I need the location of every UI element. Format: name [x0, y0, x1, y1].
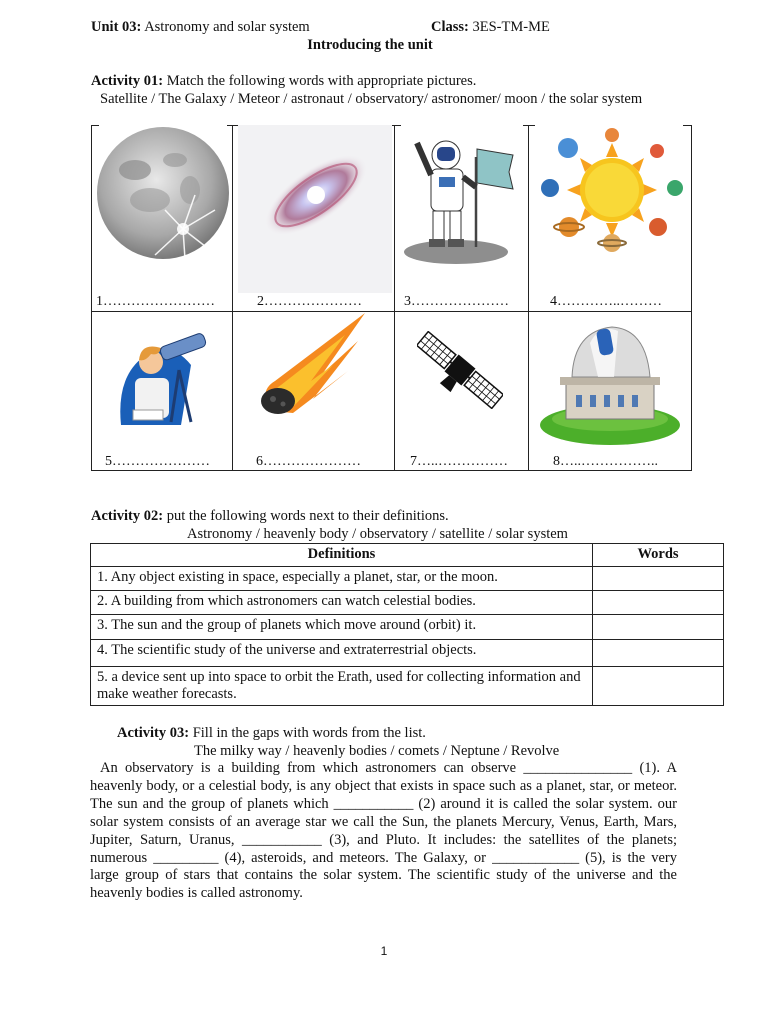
activity1-instruction: Match the following words with appropriate pictures.: [166, 73, 477, 89]
activity3-paragraph: [90, 760, 677, 903]
class-header: [431, 19, 550, 36]
astronomer-image: [111, 330, 216, 430]
table-row: [91, 667, 724, 706]
moon-image: [95, 125, 229, 263]
definition-5: 5. a device sent up into space to orbit the Erath, used for collecting information and make weather forecasts.: [91, 667, 593, 706]
activity2-heading: [91, 508, 449, 525]
galaxy-image: [238, 125, 392, 293]
meteor-image: [253, 311, 373, 421]
satellite-image: [417, 331, 503, 409]
blank-2[interactable]: 2…………………: [257, 294, 362, 309]
page-subtitle: [0, 37, 740, 54]
class-value: 3ES-TM-ME: [472, 19, 550, 35]
blank-4[interactable]: 4…………..………: [550, 294, 662, 309]
word-cell-4[interactable]: [593, 640, 724, 667]
subtitle-text: Introducing the unit: [307, 37, 433, 53]
activity1-label: Activity 01:: [91, 73, 164, 89]
definitions-header: Definitions: [91, 544, 593, 567]
definition-3: 3. The sun and the group of planets which move around (orbit) it.: [91, 615, 593, 640]
definitions-table: [90, 543, 724, 706]
activity1-heading: [91, 73, 476, 90]
activity2-word-list: Astronomy / heavenly body / observatory / satellite / solar system: [187, 526, 568, 542]
table-row: [91, 567, 724, 591]
blank-8[interactable]: 8…..……………..: [553, 454, 658, 469]
word-cell-3[interactable]: [593, 615, 724, 640]
blank-5[interactable]: 5…………………: [105, 454, 210, 469]
activity3-label: Activity 03:: [117, 725, 190, 741]
blank-6[interactable]: 6…………………: [256, 454, 361, 469]
definition-1: 1. Any object existing in space, especially a planet, star, or the moon.: [91, 567, 593, 591]
activity2-label: Activity 02:: [91, 508, 164, 524]
pictures-grid: [91, 125, 692, 471]
blank-3[interactable]: 3…………………: [404, 294, 509, 309]
class-label: Class:: [431, 19, 469, 35]
words-header: Words: [593, 544, 724, 567]
activity2-instruction: put the following words next to their definitions.: [166, 508, 449, 524]
table-row: [91, 591, 724, 615]
word-cell-1[interactable]: [593, 567, 724, 591]
table-row: [91, 640, 724, 667]
table-header-row: [91, 544, 724, 567]
blank-1[interactable]: 1……………………: [96, 294, 215, 309]
observatory-image: [538, 313, 683, 449]
unit-title: Astronomy and solar system: [144, 19, 310, 35]
definition-4: 4. The scientific study of the universe and extraterrestrial objects.: [91, 640, 593, 667]
solar-system-image: [535, 125, 689, 255]
definition-2: 2. A building from which astronomers can watch celestial bodies.: [91, 591, 593, 615]
word-cell-5[interactable]: [593, 667, 724, 706]
table-row: [91, 615, 724, 640]
paragraph-text: An observatory is a building from which astronomers can observe _______________ (1). A heavenly body, or a celestial body, is any object that exists in space such as a planet, star, or meteor. The sun and the group of planets which ___________ (2) around it is called the solar system. our solar system consists of an average star we call the Sun, the planets Mercury, Venus, Earth, Mars, Jupiter, Saturn, Uranus, ___________ (3), and Pluto. It includes: the satellites of the planets; numerous _________ (4), asteroids, and meteors. The Galaxy, or ____________ (5), is the very large group of stars that contains the solar system. The scientific study of the universe and the heavenly bodies is called astronomy.: [90, 760, 677, 902]
page-number: 1: [380, 944, 388, 958]
activity3-instruction: Fill in the gaps with words from the list.: [192, 725, 426, 741]
astronaut-image: [401, 127, 526, 267]
word-cell-2[interactable]: [593, 591, 724, 615]
blank-7[interactable]: 7…..……………: [410, 454, 508, 469]
activity3-word-list: The milky way / heavenly bodies / comets / Neptune / Revolve: [194, 743, 560, 759]
unit-header: [91, 19, 310, 36]
activity3-heading: [117, 725, 426, 742]
unit-label: Unit 03:: [91, 19, 142, 35]
activity1-word-list: Satellite / The Galaxy / Meteor / astronaut / observatory/ astronomer/ moon / the solar system: [100, 91, 643, 107]
